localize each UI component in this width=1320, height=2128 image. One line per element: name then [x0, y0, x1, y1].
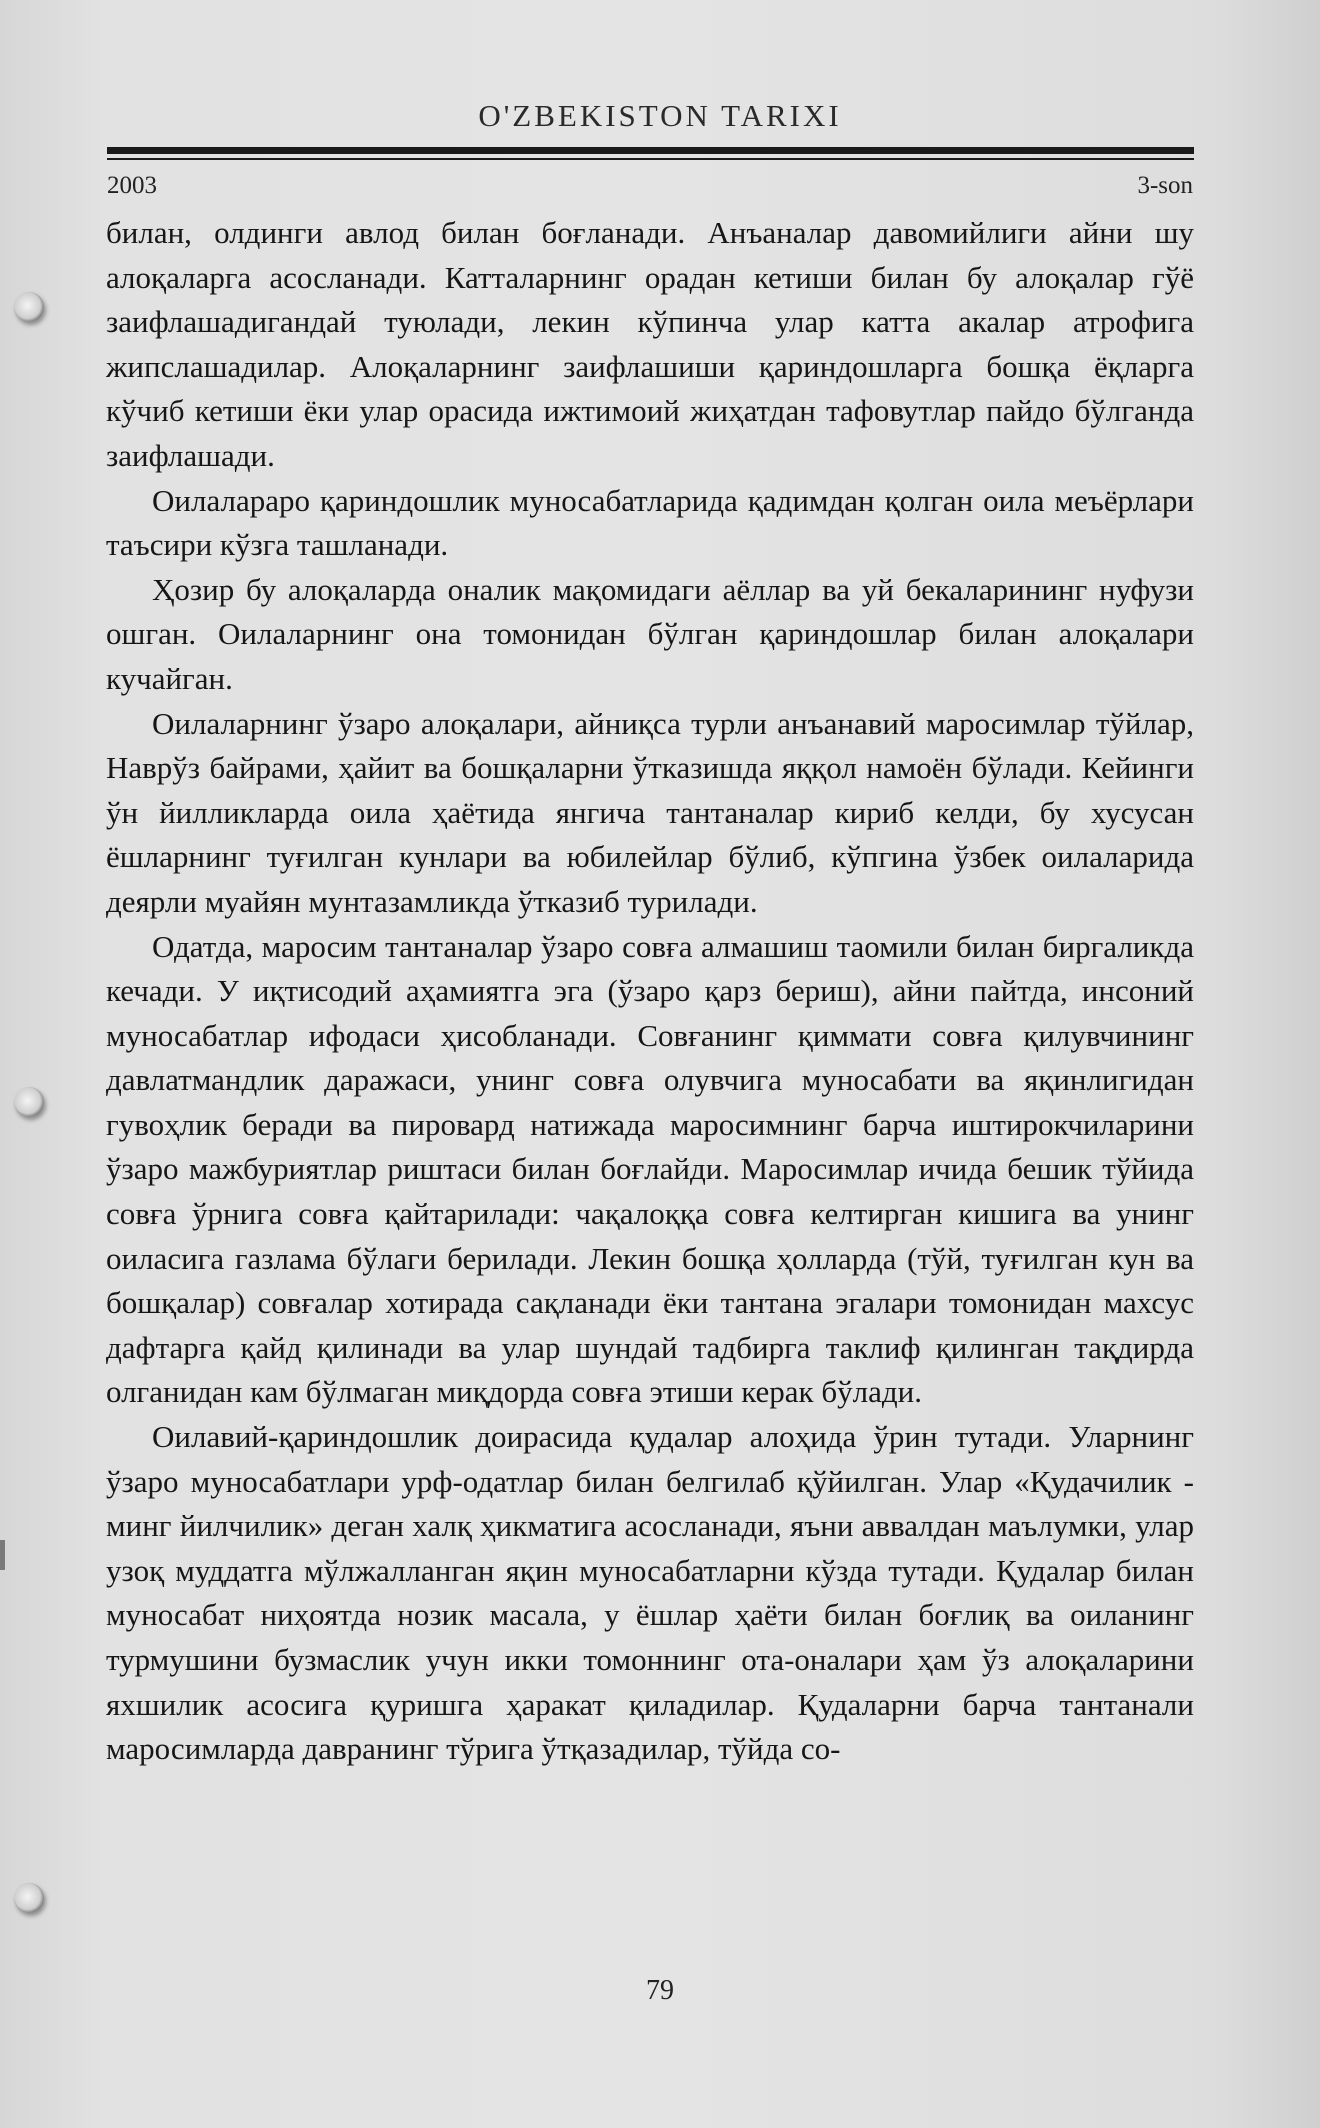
page-edge-mark [0, 1540, 5, 1570]
paragraph: Ҳозир бу алоқаларда оналик мақомидаги аёллар ва уй бекаларининг нуфузи ошган. Оилаларнинг она томонидан бўлган қариндошлар билан алоқалари кучайган. [106, 571, 1194, 696]
paragraph: Оилаларнинг ўзаро алоқалари, айниқса турли анъанавий маросимлар тўйлар, Наврўз байрами, ҳайит ва бошқаларни ўтказишда яққол намоён бўлади. Кейинги ўн йилликларда оила ҳаётида янгича тантаналар кириб келди, бу хусусан ёшларнинг туғилган кунлари ва юбилейлар бўлиб, кўпгина ўзбек оилаларида деярли муайян мунтазамликда ўтказиб турилади. [106, 705, 1194, 919]
journal-title: O'ZBEKISTON TARIXI [478, 98, 842, 133]
paragraph: Одатда, маросим тантаналар ўзаро совға алмашиш таомили билан биргаликда кечади. У иқтисодий аҳамиятга эга (ўзаро қарз бериш), айни пайтда, инсоний муносабатлар ифодаси ҳисобланади. Совғанинг қиммати совға қилувчининг давлатмандлик даражаси, унинг совға олувчига муносабати ва яқинлигидан гувоҳлик беради ва пировард натижада маросимнинг барча иштирокчиларини ўзаро мажбуриятлар риштаси билан боғлайди. Маросимлар ичида бешик тўйида совға ўрнига совға қайтарилади: чақалоққа совға келтирган кишига ва унинг оиласига газлама бўлаги берилади. Лекин бошқа ҳолларда (тўй, туғилган кун ва бошқалар) совғалар хотирада сақланади ёки тантана эгалари томонидан махсус дафтарга қайд қилинади ва улар шундай тадбирга таклиф қилинган тақдирда олганидан кам бўлмаган миқдорда совға этиши керак бўлади. [106, 928, 1194, 1410]
paragraph: Оилалараро қариндошлик муносабатларида қадимдан қолган оила меъёрлари таъсири кўзга ташланади. [106, 482, 1194, 563]
header-rule-thick [107, 147, 1194, 154]
paragraph: билан, олдинги авлод билан боғланади. Анъаналар давомийлиги айни шу алоқаларга асосланади. Катталарнинг орадан кетиши билан бу алоқалар гўё заифлашадигандай туюлади, лекин кўпинча улар катта акалар атрофига жипслашадилар. Алоқаларнинг заифлашиши қариндошларга бошқа ёқларга кўчиб кетиши ёки улар орасида ижтимоий жиҳатдан тафовутлар пайдо бўлганда заифлашади. [106, 215, 1194, 473]
page-number: 79 [646, 1975, 674, 2006]
header-rule-thin [107, 158, 1194, 160]
punch-hole [14, 292, 44, 322]
paragraph: Оилавий-қариндошлик доирасида қудалар алоҳида ўрин тутади. Уларнинг ўзаро муносабатлари урф-одатлар билан белгилаб қўйилган. Улар «Қудачилик - минг йилчилик» деган халқ ҳикматига асосланади, яъни аввалдан маълумки, улар узоқ муддатга мўлжалланган яқин муносабатларни кўзда тутади. Қудалар билан муносабат ниҳоятда нозик масала, у ёшлар ҳаёти билан боғлиқ ва оиланинг турмушини бузмаслик учун икки томоннинг ота-оналари ҳам ўз алоқаларини яхшилик асосига қуришга ҳаракат қиладилар. Қудаларни барча тантанали маросимларда давранинг тўрига ўтқазадилар, тўйда со- [106, 1419, 1194, 1767]
issue-year: 2003 [107, 172, 157, 199]
article-body [106, 211, 1194, 1772]
punch-hole [14, 1883, 44, 1913]
issue-number: 3-son [1137, 172, 1193, 199]
punch-hole [14, 1087, 44, 1117]
